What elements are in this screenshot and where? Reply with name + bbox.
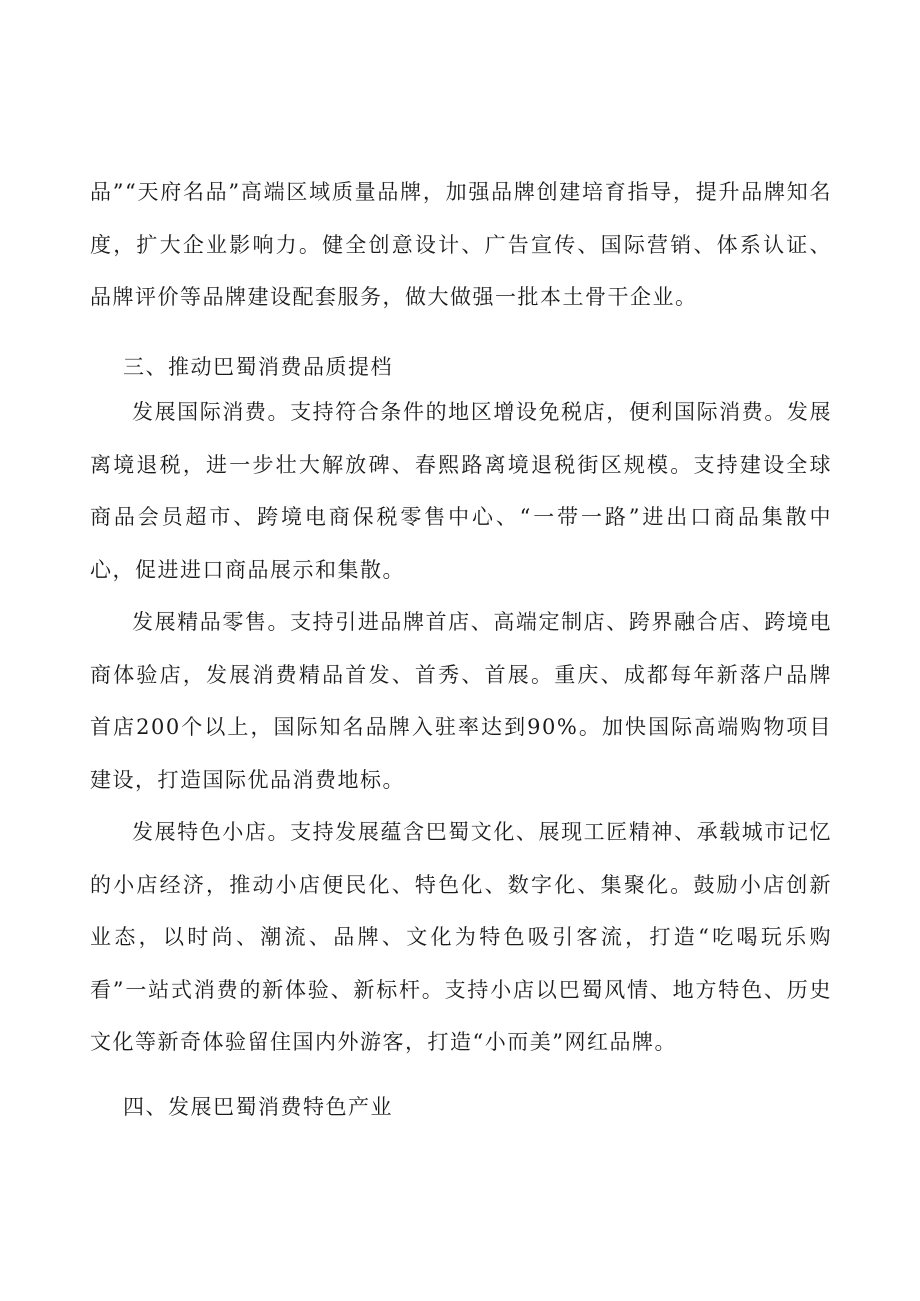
intro-paragraph: 品”“天府名品”高端区域质量品牌，加强品牌创建培育指导，提升品牌知名度，扩大企业影响力。健全创意设计、广告宣传、国际营销、体系认证、品牌评价等品牌建设配套服务，做大做强一批本土骨干企业。	[90, 180, 832, 309]
paragraph-specialty-stores: 发展特色小店。支持发展蕴含巴蜀文化、展现工匠精神、承载城市记忆的小店经济，推动小店便民化、特色化、数字化、集聚化。鼓励小店创新业态，以时尚、潮流、品牌、文化为特色吸引客流，打造“吃喝玩乐购看”一站式消费的新体验、新标杆。支持小店以巴蜀风情、地方特色、历史文化等新奇体验留住国内外游客，打造“小而美”网红品牌。	[90, 820, 832, 1054]
intro-paragraph-block	[90, 166, 832, 324]
section-three-body	[90, 386, 832, 1069]
paragraph-international-consumption: 发展国际消费。支持符合条件的地区增设免税店，便利国际消费。发展离境退税，进一步壮大解放碑、春熙路离境退税街区规模。支持建设全球商品会员超市、跨境电商保税零售中心、“一带一路”进出口商品集散中心，促进进口商品展示和集散。	[90, 400, 832, 582]
section-four-heading: 四、发展巴蜀消费特色产业	[123, 1095, 393, 1119]
section-three-heading: 三、推动巴蜀消费品质提档	[123, 355, 393, 379]
paragraph-premium-retail: 发展精品零售。支持引进品牌首店、高端定制店、跨界融合店、跨境电商体验店，发展消费精品首发、首秀、首展。重庆、成都每年新落户品牌首店200个以上，国际知名品牌入驻率达到90%。加快国际高端购物项目建设，打造国际优品消费地标。	[90, 610, 832, 792]
